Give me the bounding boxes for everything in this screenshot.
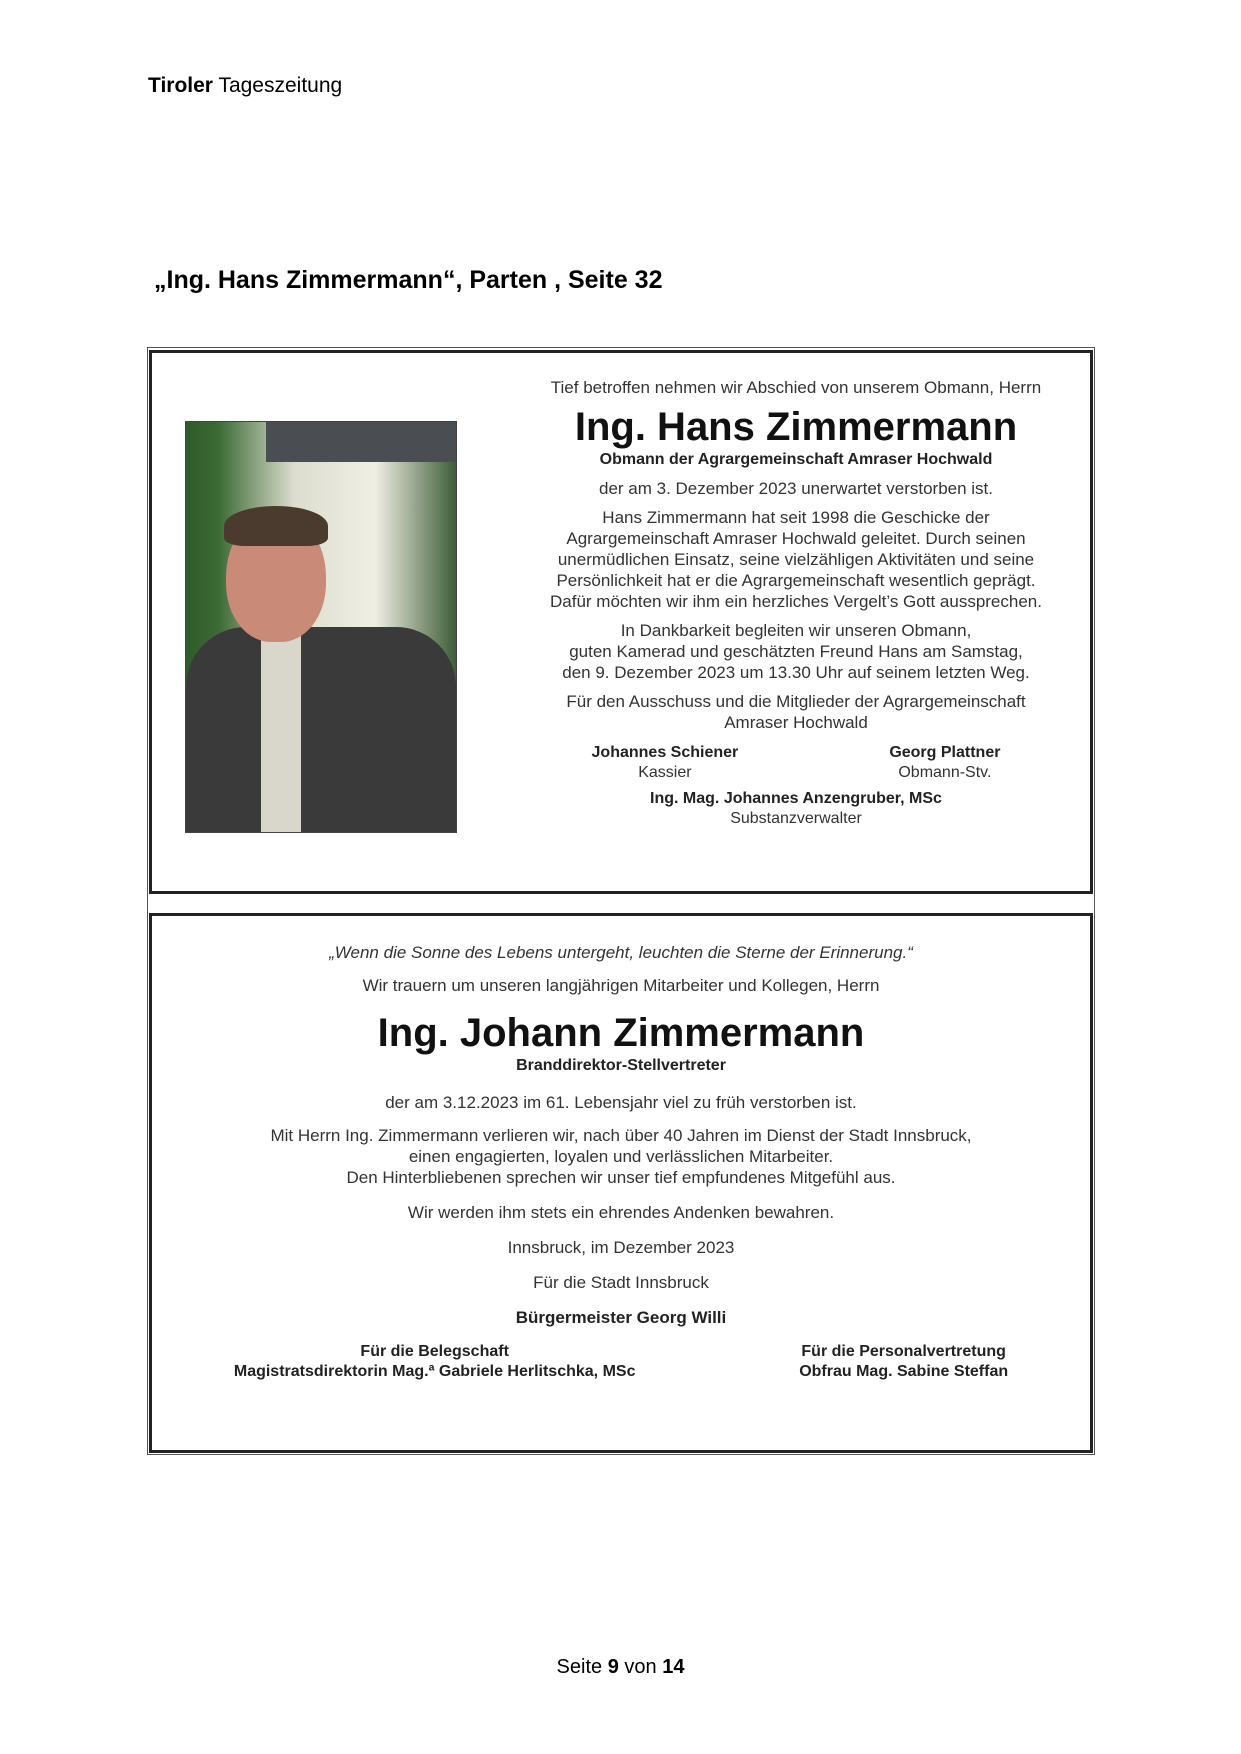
- paragraph-line: guten Kamerad und geschätzten Freund Hans am Samstag,: [569, 642, 1023, 661]
- obituary-notice-1: [149, 350, 1093, 894]
- paragraph-line: Agrargemeinschaft Amraser Hochwald geleitet. Durch seinen: [566, 529, 1026, 548]
- mayor: Bürgermeister Georg Willi: [515, 1308, 727, 1327]
- deceased-name: Ing. Hans Zimmermann: [574, 405, 1018, 449]
- brand-bold: Tiroler: [148, 74, 213, 97]
- brand-rest: Tageszeitung: [218, 74, 343, 97]
- paragraph-line: In Dankbarkeit begleiten wir unseren Obmann,: [620, 621, 972, 640]
- signer: Ing. Mag. Johannes Anzengruber, MSc Substanzverwalter: [650, 790, 942, 827]
- signers-row: [152, 1342, 1090, 1382]
- intro-text: Tief betroffen nehmen wir Abschied von unserem Obmann, Herrn: [550, 378, 1042, 397]
- paragraph-line: den 9. Dezember 2023 um 13.30 Uhr auf seinem letzten Weg.: [562, 663, 1030, 682]
- paragraph-line: Hans Zimmermann hat seit 1998 die Geschicke der: [602, 508, 990, 527]
- paragraph-line: Für den Ausschuss und die Mitglieder der Agrargemeinschaft: [566, 692, 1026, 711]
- portrait-photo: [185, 421, 457, 833]
- signers-row: [516, 743, 1076, 783]
- signer: Georg Plattner Obmann-Stv.: [889, 744, 1001, 781]
- publication-header: [148, 74, 342, 98]
- paragraph-line: einen engagierten, loyalen und verlässlichen Mitarbeiter.: [408, 1147, 834, 1166]
- paragraph-line: Dafür möchten wir ihm ein herzliches Vergelt’s Gott aussprechen.: [550, 592, 1042, 611]
- deceased-role: Obmann der Agrargemeinschaft Amraser Hochwald: [599, 451, 993, 468]
- paragraph-line: unermüdlichen Einsatz, seine vielzähligen Aktivitäten und seine: [557, 550, 1035, 569]
- paragraph: Wir werden ihm stets ein ehrendes Andenken bewahren.: [407, 1203, 835, 1222]
- page-number: Seite 9 von 14: [556, 1656, 685, 1678]
- intro-text: Wir trauern um unseren langjährigen Mitarbeiter und Kollegen, Herrn: [362, 976, 880, 995]
- obituary-notice-2: [149, 913, 1093, 1453]
- place-date: Innsbruck, im Dezember 2023: [507, 1238, 735, 1257]
- quote: „Wenn die Sonne des Lebens untergeht, leuchten die Sterne der Erinnerung.“: [329, 943, 913, 962]
- signer: Für die Personalvertretung Obfrau Mag. Sabine Steffan: [799, 1343, 1009, 1380]
- for-city: Für die Stadt Innsbruck: [533, 1273, 709, 1292]
- deceased-role: Branddirektor-Stellvertreter: [516, 1057, 726, 1074]
- paragraph-line: Amraser Hochwald: [724, 713, 868, 732]
- signer: Für die Belegschaft Magistratsdirektorin Mag.ª Gabriele Herlitschka, MSc: [233, 1343, 636, 1380]
- paragraph-line: Persönlichkeit hat er die Agrargemeinschaft wesentlich geprägt.: [556, 571, 1036, 590]
- page-title: „Ing. Hans Zimmermann“, Parten , Seite 32: [154, 266, 663, 294]
- deceased-name: Ing. Johann Zimmermann: [377, 1011, 865, 1055]
- signer: Johannes Schiener Kassier: [591, 744, 739, 781]
- death-text: der am 3. Dezember 2023 unerwartet verstorben ist.: [598, 479, 994, 498]
- paragraph-line: Mit Herrn Ing. Zimmermann verlieren wir, nach über 40 Jahren im Dienst der Stadt Innsbruck,: [270, 1126, 972, 1145]
- paragraph-line: Den Hinterbliebenen sprechen wir unser tief empfundenes Mitgefühl aus.: [346, 1168, 896, 1187]
- death-text: der am 3.12.2023 im 61. Lebensjahr viel zu früh verstorben ist.: [385, 1093, 857, 1112]
